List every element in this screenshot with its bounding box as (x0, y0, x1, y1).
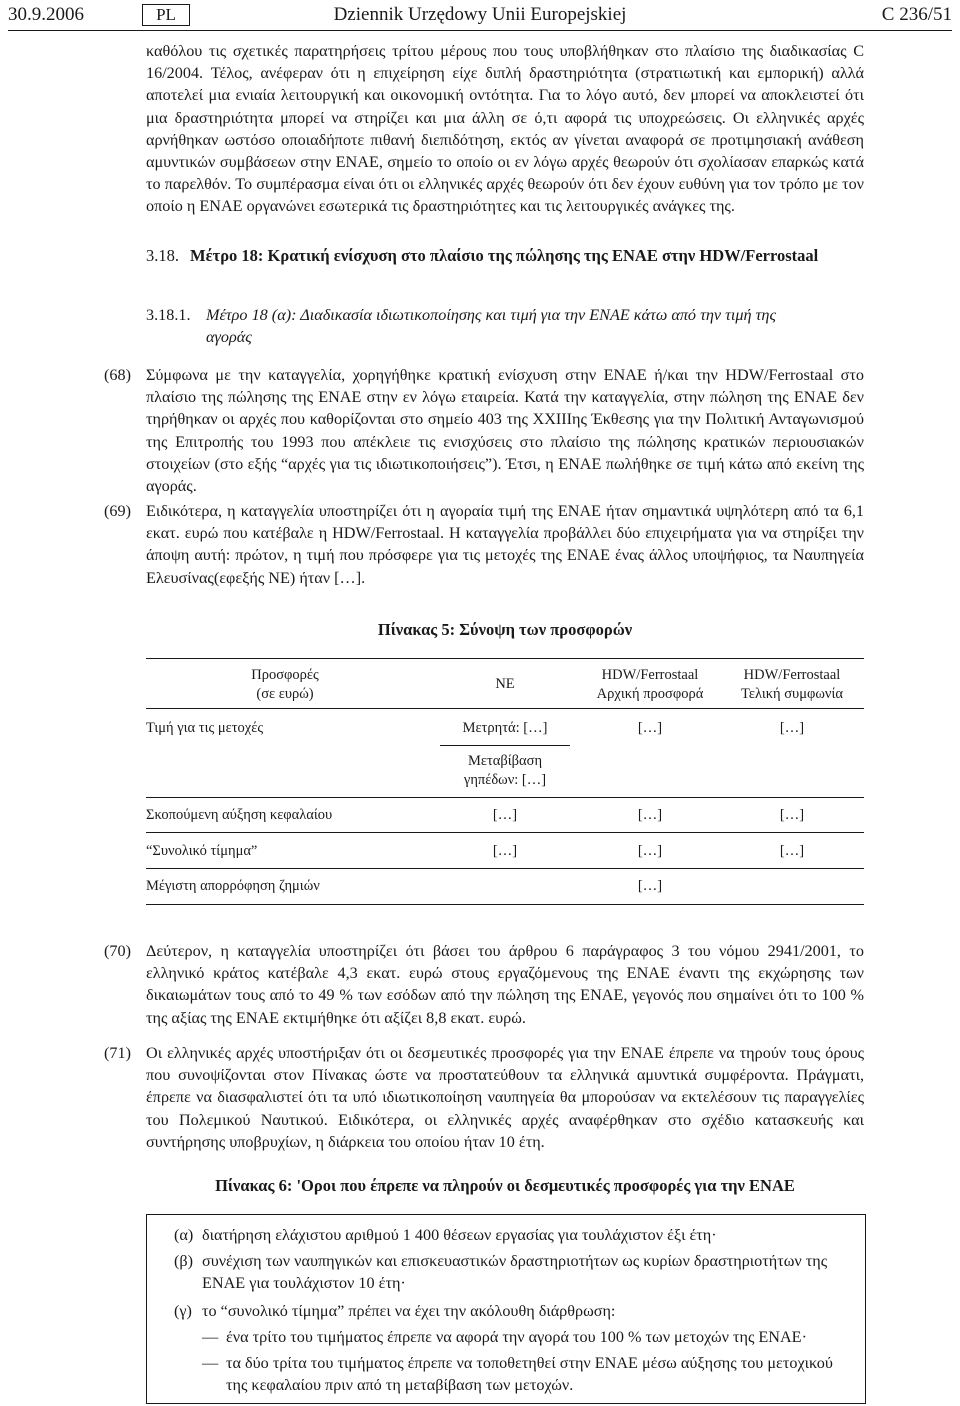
t5-cell-initial: […] (637, 807, 663, 823)
t5-cell-initial: […] (637, 720, 663, 736)
condition-b-line2: ΕΝΑΕ για τουλάχιστον 10 έτη· (202, 1274, 406, 1292)
table5-row-rule (146, 797, 864, 798)
intro-paragraph: καθόλου τις σχετικές παρατηρήσεις τρίτου μέρους που τους υποβλήθηκαν στο πλαίσιο της διαδικασίας C 16/2004. Τέλος, ανέφεραν ότι η επιχείρηση είχε διπλή δραστηριότητα (στρατιωτική και εμπορική) αλλά αποτελεί μια ενιαία λειτουργική και οικονομική οντότητα. Για το λόγο αυτό, δεν μπορεί να αποκλειστεί ότι μια δραστηριότητα μπορεί να στηρίζει και μια άλλη σε ό,τι αφορά τις υποχρεώσεις. Οι ελληνικές αρχές αρνήθηκαν ωστόσο οποιαδήποτε πιθανή διεπιδότηση, εκτός αν γίνεται αναφορά σε προτιμησιακή ανάθεση αμυντικών συμβάσεων στην ΕΝΑΕ, σημείο το οποίο οι εν λόγω αρχές θεωρούν ότι σχολίασαν επαρκώς κατά το παρελθόν. Το συμπέρασμα είναι ότι οι ελληνικές αρχές θεωρούν ότι δεν έχουν ευθύνη για τον τρόπο με τον οποίο η ΕΝΑΕ οργανώνει εσωτερικά τις δραστηριότητες και τις λειτουργικές ανάγκες της. (146, 42, 864, 216)
section-heading (146, 246, 864, 266)
paragraph-number: (71) (104, 1044, 131, 1062)
t5-cell-initial: […] (637, 878, 663, 894)
paragraph-text: Ειδικότερα, η καταγγελία υποστηρίζει ότι η αγοραία τιμή της ΕΝΑΕ ήταν σημαντικά υψηλότερη από τα 6,1 εκατ. ευρώ που κατέβαλε η HDW/Ferrostaal. Η καταγγελία προβάλλει δύο επιχειρήματα για να στηρίξει την άποψη αυτή: πρώτον, η τιμή που πρόσφερε για τις μετοχές της ΕΝΑΕ ένας άλλος υποψήφιος, τα Ναυπηγεία Ελευσίνας(εφεξής ΝΕ) ήταν […]. (146, 502, 864, 587)
section-title: Μέτρο 18: Κρατική ενίσχυση στο πλαίσιο της πώλησης της ΕΝΑΕ στην HDW/Ferrostaal (190, 246, 819, 265)
t5-head-final: HDW/Ferrostaal Τελική συμφωνία (741, 667, 843, 702)
condition-g-sub2-line1: τα δύο τρίτα του τιμήματος έπρεπε να τοποθετηθεί στην ΕΝΑΕ μέσω αύξησης του μετοχικού (226, 1354, 833, 1372)
subsection-number: 3.18.1. (146, 306, 191, 324)
t5-cell-ne: […] (492, 843, 518, 859)
t5-cell-final: […] (779, 843, 805, 859)
paragraph-number: (68) (104, 366, 131, 384)
section-number: 3.18. (146, 246, 179, 265)
t5-row-label: Σκοπούμενη αύξηση κεφαλαίου (146, 807, 333, 823)
paragraph-69 (104, 500, 864, 589)
list-marker-a: (α) (174, 1226, 194, 1244)
paragraph-68 (104, 364, 864, 497)
t5-cell-ne: Μετρητά: […] (462, 720, 548, 736)
table5-row-rule (146, 832, 864, 833)
dash-marker: — (202, 1328, 219, 1346)
t5-cell-ne-land: Μεταβίβαση γηπέδων: […] (463, 753, 547, 788)
table5-top-rule (146, 658, 864, 659)
page-header (8, 0, 952, 32)
journal-title: Dziennik Urzędowy Unii Europejskiej (333, 4, 627, 25)
list-marker-b: (β) (174, 1252, 194, 1270)
t5-cell-ne: […] (492, 807, 518, 823)
condition-g-sub1: ένα τρίτο του τιμήματος έπρεπε να αφορά την αγορά του 100 % των μετοχών της ΕΝΑΕ· (226, 1328, 807, 1346)
paragraph-70 (104, 940, 864, 1029)
paragraph-text: Σύμφωνα με την καταγγελία, χορηγήθηκε κρατική ενίσχυση στην ΕΝΑΕ ή/και την HDW/Ferrostaal στο πλαίσιο της πώλησης της ΕΝΑΕ στην εν λόγω εταιρεία. Κατά την καταγγελία, στην πώληση της ΕΝΑΕ δεν τηρήθηκαν οι αρχές που καθορίζονται στο σημείο 403 της XXIIIης Έκθεσης για την Πολιτική Ανταγωνισμού της Επιτροπής του 1993 που απέκλειε τις ενισχύσεις στο πλαίσιο της πώλησης κρατικών περιουσιακών στοιχείων (στο εξής “αρχές για τις ιδιωτικοποιήσεις”). Έτσι, η ΕΝΑΕ πωλήθηκε σε τιμή κάτω από εκείνη της αγοράς. (146, 366, 864, 496)
t5-head-offers: Προσφορές (σε ευρώ) (251, 667, 319, 702)
condition-g: το “συνολικό τίμημα” πρέπει να έχει την ακόλουθη διάρθρωση: (202, 1302, 616, 1320)
t5-row-label: Μέγιστη απορρόφηση ζημιών (146, 878, 320, 894)
subsection-title-line2: αγοράς (206, 328, 252, 347)
table5-head-rule (146, 708, 864, 709)
t5-cell-final: […] (779, 720, 805, 736)
paragraph-number: (69) (104, 502, 131, 520)
t5-ne-inner-rule (440, 745, 570, 746)
language-code-box: PL (142, 4, 190, 26)
header-date: 30.9.2006 (8, 4, 84, 25)
t5-cell-final: […] (779, 807, 805, 823)
table6-caption: Πίνακας 6: 'Οροι που έπρεπε να πληρούν οι δεσμευτικές προσφορές για την ΕΝΑΕ (215, 1176, 795, 1195)
subsection-heading (146, 304, 864, 348)
journal-reference: C 236/51 (881, 4, 952, 25)
t5-row-label: Τιμή για τις μετοχές (146, 720, 264, 736)
paragraph-number: (70) (104, 942, 131, 960)
paragraph-text: Οι ελληνικές αρχές υποστήριξαν ότι οι δεσμευτικές προσφορές για την ΕΝΑΕ έπρεπε να τηρούν τους όρους που συνοψίζονται στον Πίνακας ώστε να προστατεύθουν τα ελληνικά αμυντικά συμφέροντα. Πράγματι, έπρεπε να διασφαλιστεί ότι τα υπό ιδιωτικοποίηση ναυπηγεία θα μπορούσαν να εκτελέσουν τις παραγγελίες του Πολεμικού Ναυτικού. Ειδικότερα, οι ελληνικές αρχές αναφέρθηκαν στο σχέδιο κατασκευής και συντήρησης υποβρυχίων, η διάρκεια του οποίου ήταν 10 έτη. (146, 1044, 864, 1151)
list-marker-g: (γ) (174, 1302, 192, 1320)
t5-cell-initial: […] (637, 843, 663, 859)
condition-a: διατήρηση ελάχιστου αριθμού 1 400 θέσεων εργασίας για τουλάχιστον έξι έτη· (202, 1226, 717, 1244)
paragraph-text: Δεύτερον, η καταγγελία υποστηρίζει ότι βάσει του άρθρου 6 παράγραφος 3 του νόμου 2941/2001, το ελληνικό κράτος κατέβαλε 4,3 εκατ. ευρώ στους εργαζόμενους της ΕΝΑΕ έναντι της εκχώρησης των δικαιωμάτων τους από το 49 % των εσόδων από την πώληση της ΕΝΑΕ, γεγονός που σημαίνει ότι το 100 % της αξίας της ΕΝΑΕ εκτιμήθηκε ότι αξίζει 8,8 εκατ. ευρώ. (146, 942, 864, 1027)
condition-g-sub2-line2: της κεφαλαίου πριν από τη μεταβίβαση των μετοχών. (226, 1376, 574, 1394)
t5-row-label: “Συνολικό τίμημα” (146, 843, 258, 859)
table5-caption: Πίνακας 5: Σύνοψη των προσφορών (377, 620, 633, 639)
header-rule (8, 30, 952, 31)
paragraph-71 (104, 1042, 864, 1153)
table5-row-rule (146, 868, 864, 869)
subsection-title-line1: Μέτρο 18 (α): Διαδικασία ιδιωτικοποίησης και τιμή για την ΕΝΑΕ κάτω από την τιμή της (206, 306, 777, 324)
t5-head-ne: ΝΕ (495, 676, 515, 692)
table5-bottom-rule (146, 904, 864, 905)
dash-marker: — (202, 1354, 219, 1372)
condition-b-line1: συνέχιση των ναυπηγικών και επισκευαστικών δραστηριοτήτων ως κυρίων δραστηριοτήτων της (202, 1252, 828, 1270)
t5-head-initial: HDW/Ferrostaal Αρχική προσφορά (596, 667, 704, 702)
